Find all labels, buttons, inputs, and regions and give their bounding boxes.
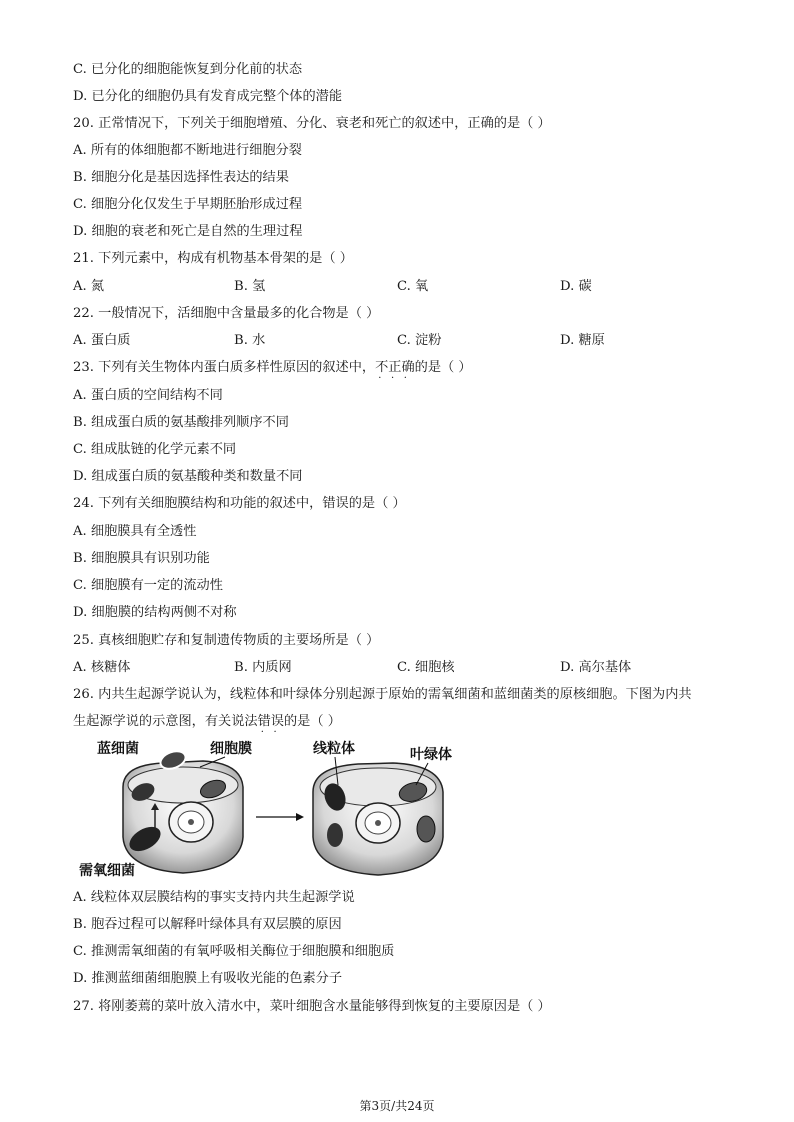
label-mitochondria: 线粒体 [313, 741, 355, 757]
option-d: D. 高尔基体 [560, 660, 632, 675]
page-footer: 第3页/共24页 [359, 1099, 435, 1113]
option-line: B. 胞吞过程可以解释叶绿体具有双层膜的原因 [73, 917, 342, 932]
host-cell-left [123, 748, 243, 873]
option-line: C. 已分化的细胞能恢复到分化前的状态 [73, 62, 303, 77]
option-line: D. 细胞膜的结构两侧不对称 [73, 605, 237, 620]
emphasis-text: 不正确 · · · [375, 360, 415, 384]
option-line: A. 细胞膜具有全透性 [73, 524, 197, 539]
question-stem: 21. 下列元素中，构成有机物基本骨架的是（ ） [73, 251, 353, 266]
stem-text: 23. 下列有关生物体内蛋白质多样性原因的叙述中， [73, 360, 376, 375]
host-cell-right [313, 763, 443, 875]
option-line: A. 蛋白质的空间结构不同 [73, 388, 223, 403]
question-stem: 24. 下列有关细胞膜结构和功能的叙述中，错误的是（ ） [73, 496, 406, 511]
question-stem: 25. 真核细胞贮存和复制遗传物质的主要场所是（ ） [73, 633, 380, 648]
label-aerobic-bacteria: 需氧细菌 [79, 863, 135, 879]
question-stem: 20. 正常情况下，下列关于细胞增殖、分化、衰老和死亡的叙述中，正确的是（ ） [73, 116, 551, 131]
question-stem-continued [73, 713, 341, 738]
option-line: C. 推测需氧细菌的有氧呼吸相关酶位于细胞膜和细胞质 [73, 944, 395, 959]
option-line: B. 组成蛋白质的氨基酸排列顺序不同 [73, 415, 289, 430]
label-cell-membrane: 细胞膜 [210, 741, 252, 757]
option-line: B. 细胞分化是基因选择性表达的结果 [73, 170, 289, 185]
option-b: B. 水 [234, 333, 266, 348]
option-a: A. 氮 [73, 279, 105, 294]
option-line: D. 推测蓝细菌细胞膜上有吸收光能的色素分子 [73, 971, 343, 986]
option-line: C. 细胞膜有一定的流动性 [73, 578, 223, 593]
option-line: A. 线粒体双层膜结构的事实支持内共生起源学说 [73, 890, 355, 905]
question-stem: 22. 一般情况下，活细胞中含量最多的化合物是（ ） [73, 306, 380, 321]
option-b: B. 氢 [234, 279, 266, 294]
label-chloroplast: 叶绿体 [410, 747, 452, 763]
stem-text: 的是（ ） [414, 360, 472, 375]
option-a: A. 核糖体 [73, 660, 131, 675]
option-c: C. 氧 [397, 279, 429, 294]
option-d: D. 碳 [560, 279, 592, 294]
stem-text: 生起源学说的示意图，有关说法 [73, 714, 258, 729]
option-line: B. 细胞膜具有识别功能 [73, 551, 210, 566]
label-cyanobacteria: 蓝细菌 [97, 741, 139, 757]
stem-text: 的是（ ） [284, 714, 341, 729]
option-line: D. 已分化的细胞仍具有发育成完整个体的潜能 [73, 89, 343, 104]
option-line: C. 组成肽链的化学元素不同 [73, 442, 237, 457]
emphasis-text: 错误 · · [257, 714, 284, 738]
transition-arrow [256, 813, 304, 821]
option-line: D. 组成蛋白质的氨基酸种类和数量不同 [73, 469, 303, 484]
question-stem: 26. 内共生起源学说认为，线粒体和叶绿体分别起源于原始的需氧细菌和蓝细菌类的原核细胞。下图为内共 [73, 687, 692, 702]
option-c: C. 细胞核 [397, 660, 455, 675]
option-line: D. 细胞的衰老和死亡是自然的生理过程 [73, 224, 303, 239]
option-b: B. 内质网 [234, 660, 292, 675]
question-stem: 27. 将刚萎蔫的菜叶放入清水中，菜叶细胞含水量能够得到恢复的主要原因是（ ） [73, 999, 551, 1014]
option-d: D. 糖原 [560, 333, 605, 348]
option-a: A. 蛋白质 [73, 333, 131, 348]
option-line: A. 所有的体细胞都不断地进行细胞分裂 [73, 143, 302, 158]
question-stem [73, 359, 472, 384]
option-c: C. 淀粉 [397, 333, 442, 348]
option-line: C. 细胞分化仅发生于早期胚胎形成过程 [73, 197, 303, 212]
endosymbiosis-diagram [73, 737, 473, 887]
